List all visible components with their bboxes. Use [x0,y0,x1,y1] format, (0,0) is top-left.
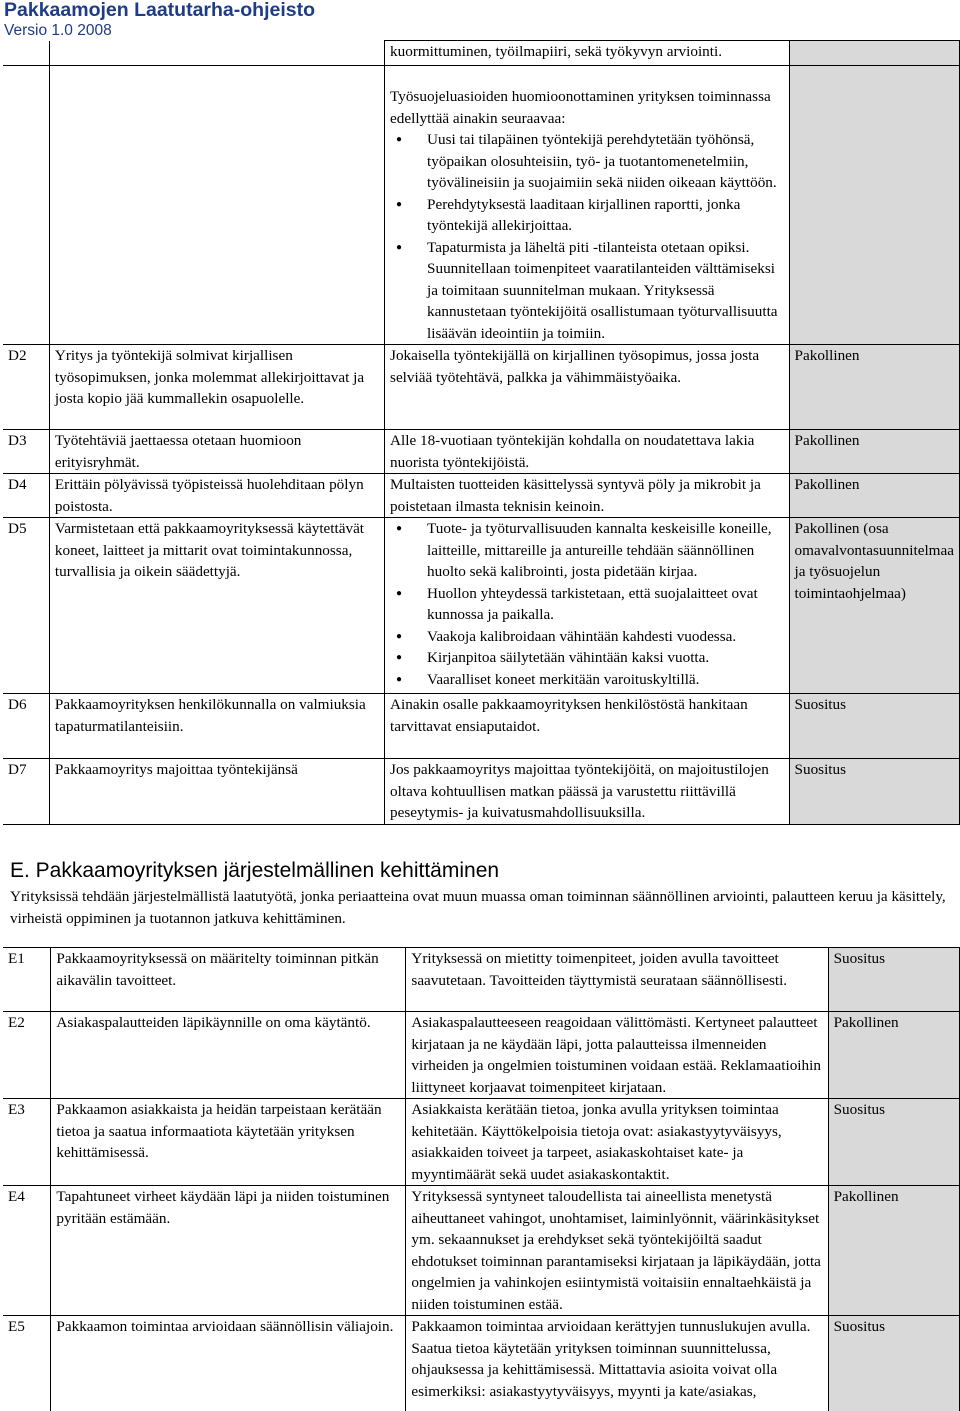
cell-code: D3 [3,430,49,474]
requirements-table-e [3,947,960,1411]
cell-code: E5 [3,1316,51,1411]
status-badge: Suositus [828,948,959,1012]
table-row [3,518,960,694]
table-row [3,66,960,345]
cell-desc: Pakkaamon toimintaa arvioidaan kerättyjen tunnuslukujen avulla. Saatua tietoa käytetään yrityksen toiminnan suunnittelussa, ohjauksessa ja kehittämisessä. Mittattavia asioita voivat olla esimerkiksi: asiakastyytyväisyys, myynti ja kate/asiakas, [406,1316,828,1411]
cell-code: D5 [3,518,49,694]
list-item: ● Vaakoja kalibroidaan vähintään kahdesti vuodessa. [390,626,784,648]
status-badge: Pakollinen [828,1186,959,1316]
cell-code: D6 [3,694,49,759]
status-badge: Suositus [828,1099,959,1186]
cell-desc: Multaisten tuotteiden käsittelyssä syntyvä pöly ja mikrobit ja poistetaan ilmasta teknisin keinoin. [385,474,790,518]
cell-desc: Alle 18-vuotiaan työntekijän kohdalla on noudatettava lakia nuorista työntekijöistä. [385,430,790,474]
section-intro: Yrityksissä tehdään järjestelmällistä laatutyötä, jonka periaatteina ovat muun muassa oman toiminnan säännöllinen arviointi, palautteen keruu ja käsittely, virheistä oppiminen ja tuotannon jatkuva kehittäminen. [10,888,946,927]
table-row [3,1099,960,1186]
list-item: ● Kirjanpitoa säilytetään vähintään kaksi vuotta. [390,647,784,669]
cell-desc [385,518,790,694]
status-badge: Pakollinen [789,474,959,518]
cell-code: E4 [3,1186,51,1316]
cell-req: Varmistetaan että pakkaamoyrityksessä käytettävät koneet, laitteet ja mittarit ovat toimintakunnossa, turvallisia ja oikein säädettyjä. [49,518,384,694]
cell-req: Pakkaamon asiakkaista ja heidän tarpeistaan kerätään tietoa ja saatua informaatiota käytetään yrityksen kehittämisessä. [51,1099,406,1186]
cell-desc [385,66,790,345]
table-row [3,41,960,66]
cell-req: Pakkaamoyrityksessä on määritelty toiminnan pitkän aikavälin tavoitteet. [51,948,406,1012]
table-row [3,1186,960,1316]
cell-code: D7 [3,759,49,825]
list-item: ● Huollon yhteydessä tarkistetaan, että suojalaitteet ovat kunnossa ja paikalla. [390,583,784,626]
table-row [3,345,960,430]
cell-req: Pakkaamoyritys majoittaa työntekijänsä [49,759,384,825]
table-row [3,1316,960,1411]
cell-req: Pakkaamon toimintaa arvioidaan säännöllisin väliajoin. [51,1316,406,1411]
cell-code: D2 [3,345,49,430]
status-badge: Pakollinen [828,1012,959,1099]
list-item: ● Tapaturmista ja läheltä piti -tilanteista otetaan opiksi. Suunnitellaan toimenpiteet vaaratilanteiden välttämiseksi ja toimitaan suunnitelman mukaan. Yrityksessä kannustetaan työntekijöitä osallistumaan työturvallisuutta lisäävän ideointiin ja toimiin. [390,237,784,345]
cell-code: E3 [3,1099,51,1186]
requirements-table-d [3,40,960,825]
cell-code: E2 [3,1012,51,1099]
cell-req: Yritys ja työntekijä solmivat kirjallisen työsopimuksen, jonka molemmat allekirjoittavat ja josta kopio jää kummallekin osapuolelle. [49,345,384,430]
list-item: ● Perehdytyksestä laaditaan kirjallinen raportti, jonka työntekijä allekirjoittaa. [390,194,784,237]
section-title: E. Pakkaamoyrityksen järjestelmällinen kehittäminen [10,859,500,882]
cell-desc: Jokaisella työntekijällä on kirjallinen työsopimus, jossa josta selviää työtehtävä, palkka ja vähimmäistyöaika. [385,345,790,430]
cell-code: E1 [3,948,51,1012]
document-version: Versio 1.0 2008 [4,22,112,39]
table-row [3,694,960,759]
status-badge: Suositus [789,759,959,825]
bullet-list [390,518,784,690]
status-badge: Suositus [789,694,959,759]
cell-code: D4 [3,474,49,518]
list-item: ● Vaaralliset koneet merkitään varoituskyltillä. [390,669,784,691]
cell-text: Työsuojeluasioiden huomioonottaminen yrityksen toiminnassa edellyttää ainakin seuraavaa: [390,88,771,127]
status-badge: Pakollinen [789,430,959,474]
cell-desc: Yrityksessä syntyneet taloudellista tai aineellista menetystä aiheuttaneet vahingot, unohtamiset, laiminlyönnit, väärinkäsitykset ym. sekaannukset ja erehdykset sekä työntekijöiltä saadut ehdotukset toiminnan parantamiseksi kirjataan ja läpikäydään, jotta ongelmien ja vahinkojen esiintymistä voitaisiin ennaltaehkäistä ja niiden toistuminen estää. [406,1186,828,1316]
status-badge: Pakollinen (osa omavalvontasuunnitelmaa ja työsuojelun toimintaohjelmaa) [789,518,959,694]
cell-desc: Asiakkaista kerätään tietoa, jonka avulla yrityksen toimintaa kehitetään. Käyttökelpoisia tietoja ovat: asiakastyytyväisyys, asiakkaiden toiveet ja tarpeet, asiakaskohtaiset kate- ja myyntimäärät sekä uudet asiakaskontaktit. [406,1099,828,1186]
list-item: ● Uusi tai tilapäinen työntekijä perehdytetään työhönsä, työpaikan olosuhteisiin, työ- ja tuotantomenetelmiin, työvälineisiin ja suojaimiin sekä niiden oikeaan käyttöön. [390,129,784,194]
table-row [3,948,960,1012]
cell-req: Pakkaamoyrityksen henkilökunnalla on valmiuksia tapaturmatilanteisiin. [49,694,384,759]
cell-req: Tapahtuneet virheet käydään läpi ja niiden toistuminen pyritään estämään. [51,1186,406,1316]
status-badge: Pakollinen [789,345,959,430]
table-row [3,759,960,825]
table-row [3,474,960,518]
document-title: Pakkaamojen Laatutarha-ohjeisto [4,0,316,21]
cell-req: Työtehtäviä jaettaessa otetaan huomioon erityisryhmät. [49,430,384,474]
cell-desc: Jos pakkaamoyritys majoittaa työntekijöitä, on majoitustilojen oltava kohtuullisen matkan päässä ja varustettu riittävillä peseytymis- ja kuivatusmahdollisuuksilla. [385,759,790,825]
bullet-list [390,129,784,344]
cell-desc: Yrityksessä on mietitty toimenpiteet, joiden avulla tavoitteet saavutetaan. Tavoitteiden täyttymistä seurataan säännöllisesti. [406,948,828,1012]
table-row [3,430,960,474]
cell-desc [385,41,790,66]
cell-desc: Asiakaspalautteeseen reagoidaan välittömästi. Kertyneet palautteet kirjataan ja ne käydään läpi, jotta palautteissa ilmenneiden virheiden ja ongelmien toistuminen voidaan estää. Reklamaatioihin liittyneet korjaavat toimenpiteet kirjataan. [406,1012,828,1099]
list-item: ● Tuote- ja työturvallisuuden kannalta keskeisille koneille, laitteille, mittareille ja antureille tehdään säännöllinen huolto sekä kalibrointi, josta pidetään kirjaa. [390,518,784,583]
cell-req: Erittäin pölyävissä työpisteissä huolehditaan pölyn poistosta. [49,474,384,518]
status-badge: Suositus [828,1316,959,1411]
cell-desc: Ainakin osalle pakkaamoyrityksen henkilöstöstä hankitaan tarvittavat ensiaputaidot. [385,694,790,759]
table-row [3,1012,960,1099]
cell-text: kuormittuminen, työilmapiiri, sekä työkyvyn arviointi. [390,43,723,60]
cell-req: Asiakaspalautteiden läpikäynnille on oma käytäntö. [51,1012,406,1099]
